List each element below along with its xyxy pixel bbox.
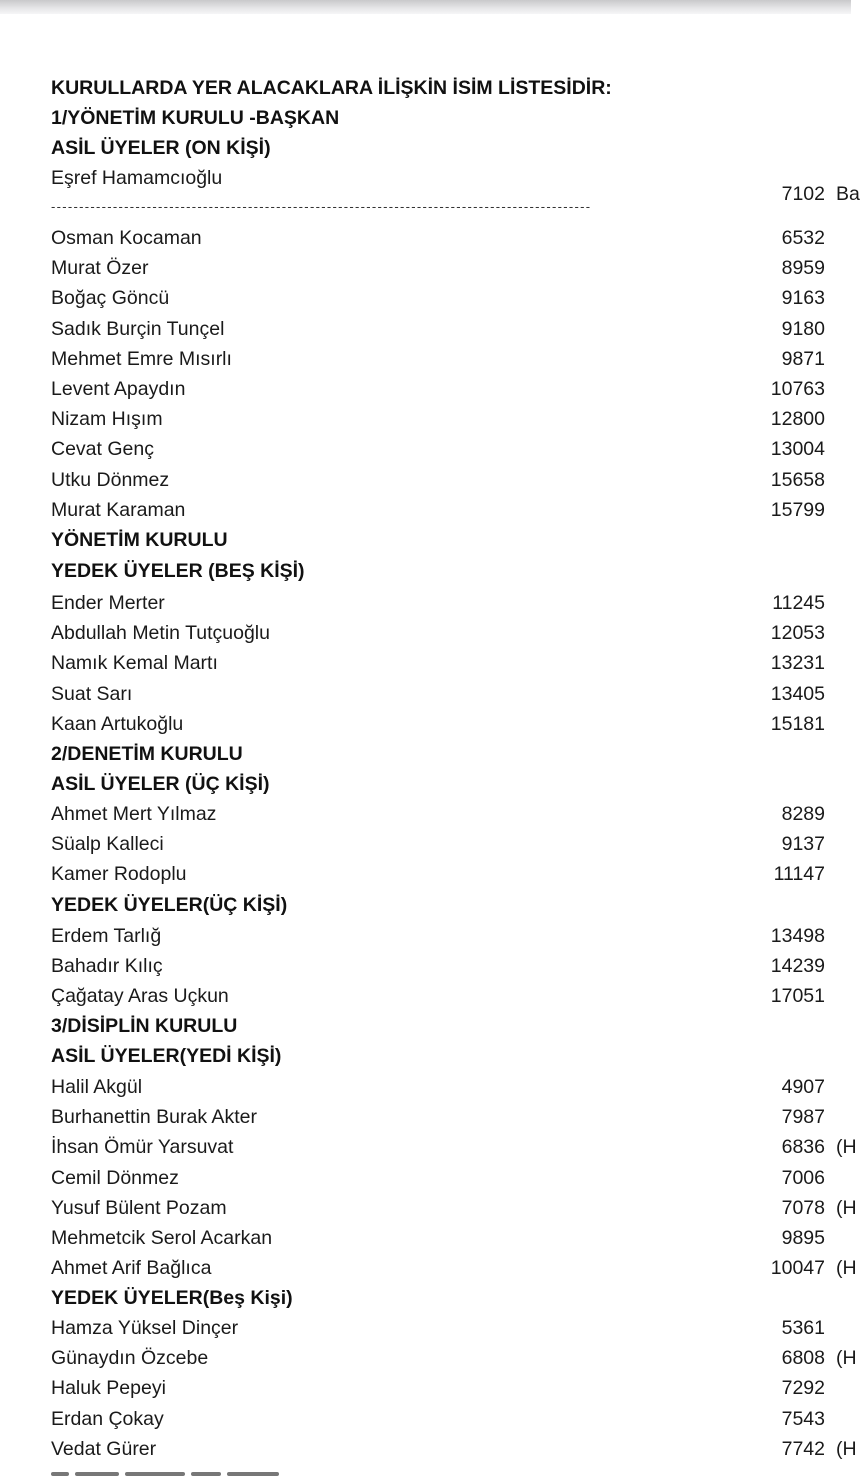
member-name: Vedat Gürer — [51, 1437, 157, 1460]
member-name: Yusuf Bülent Pozam — [51, 1196, 227, 1219]
member-row — [51, 1193, 857, 1223]
member-name: Namık Kemal Martı — [51, 652, 218, 675]
member-row — [51, 223, 851, 253]
member-row — [51, 951, 851, 981]
president-suffix: Ba — [836, 183, 860, 205]
member-number: 14239 — [770, 955, 825, 978]
president-number: 7102 — [781, 183, 825, 205]
section-heading-denetim — [51, 739, 851, 769]
member-row — [51, 314, 851, 344]
member-row — [51, 921, 851, 951]
member-name: Süalp Kalleci — [51, 833, 164, 856]
member-row — [51, 829, 851, 859]
member-number: 17051 — [770, 985, 825, 1008]
member-row — [51, 859, 851, 889]
section-heading-disiplin — [51, 1011, 851, 1041]
member-number: 10047 — [770, 1257, 825, 1280]
member-name: Hamza Yüksel Dinçer — [51, 1317, 239, 1339]
member-row — [51, 648, 851, 678]
member-number: 15181 — [770, 712, 825, 735]
member-number: 4907 — [781, 1076, 825, 1098]
member-row — [51, 1253, 857, 1283]
member-number: 7987 — [781, 1106, 825, 1129]
member-name: Suat Sarı — [51, 682, 133, 705]
member-row — [51, 344, 851, 374]
member-row — [51, 1434, 857, 1464]
member-name: Günaydın Özcebe — [51, 1347, 209, 1370]
member-name: Murat Karaman — [51, 498, 186, 521]
member-number: 9163 — [781, 287, 825, 310]
member-row — [51, 1404, 851, 1434]
member-row — [51, 1072, 851, 1102]
member-name: Ahmet Arif Bağlıca — [51, 1257, 212, 1280]
member-row — [51, 1373, 851, 1403]
member-name: Kaan Artukoğlu — [51, 712, 184, 735]
member-number: 6532 — [781, 227, 825, 249]
section-heading-text: YÖNETİM KURULU — [51, 529, 228, 551]
member-name: Osman Kocaman — [51, 227, 202, 249]
member-name: Sadık Burçin Tunçel — [51, 317, 225, 340]
member-number: 9895 — [781, 1227, 825, 1249]
member-name: Utku Dönmez — [51, 468, 170, 491]
member-name: Nizam Hışım — [51, 408, 163, 431]
member-name: Erdan Çokay — [51, 1407, 164, 1430]
member-row — [51, 981, 851, 1011]
member-name: Boğaç Göncü — [51, 287, 170, 310]
member-name: Burhanettin Burak Akter — [51, 1106, 257, 1129]
member-suffix: (H — [836, 1257, 857, 1280]
subheading-denetim-asil — [51, 769, 851, 799]
member-name: Mehmetcik Serol Acarkan — [51, 1227, 273, 1249]
member-row — [51, 1223, 851, 1253]
member-row — [51, 799, 851, 829]
section-heading-text: 3/DİSİPLİN KURULU — [51, 1015, 238, 1037]
section-heading-yonetim — [51, 103, 851, 133]
dashed-separator: ------------------------------------------------------------------------------------------------ — [51, 199, 592, 214]
member-suffix: (H — [836, 1347, 857, 1370]
member-row — [51, 1132, 857, 1162]
subheading-text: ASİL ÜYELER (ON KİŞİ) — [51, 137, 271, 159]
member-name: İhsan Ömür Yarsuvat — [51, 1136, 234, 1159]
member-number: 7742 — [781, 1437, 825, 1460]
subheading-denetim-yedek — [51, 890, 851, 920]
member-name: Murat Özer — [51, 257, 149, 280]
member-number: 11147 — [773, 863, 825, 886]
president-name: Eşref Hamamcıoğlu — [51, 167, 223, 189]
member-name: Levent Apaydın — [51, 378, 186, 400]
member-row — [51, 709, 851, 739]
member-row — [51, 618, 851, 648]
subheading-text: ASİL ÜYELER(YEDİ KİŞİ) — [51, 1045, 282, 1067]
member-suffix: (H — [836, 1196, 857, 1219]
subheading-yonetim-asil — [51, 133, 851, 163]
section-heading-text: 1/YÖNETİM KURULU -BAŞKAN — [51, 107, 340, 129]
member-name: Erdem Tarlığ — [51, 925, 162, 947]
member-name: Cevat Genç — [51, 438, 154, 461]
member-number: 5361 — [781, 1317, 825, 1339]
member-name: Cemil Dönmez — [51, 1166, 179, 1189]
member-number: 6808 — [781, 1347, 825, 1370]
member-row — [51, 1163, 851, 1193]
member-number: 15799 — [770, 498, 825, 521]
member-row — [51, 679, 851, 709]
subheading-text: YEDEK ÜYELER(Beş Kişi) — [51, 1287, 293, 1309]
member-number: 8289 — [781, 803, 825, 825]
member-row — [51, 374, 851, 404]
member-row — [51, 495, 851, 525]
subheading-text: ASİL ÜYELER (ÜÇ KİŞİ) — [51, 773, 270, 795]
member-number: 8959 — [781, 257, 825, 280]
subheading-text: YEDEK ÜYELER (BEŞ KİŞİ) — [51, 560, 305, 582]
member-row — [51, 1313, 851, 1343]
member-name: Kamer Rodoplu — [51, 863, 187, 886]
subheading-disiplin-yedek — [51, 1283, 851, 1313]
member-row — [51, 404, 851, 434]
member-name: Haluk Pepeyi — [51, 1377, 166, 1400]
member-number: 7292 — [781, 1377, 825, 1400]
subheading-yonetim-yedek — [51, 556, 851, 586]
member-number: 11245 — [772, 592, 825, 614]
member-suffix: (H — [836, 1136, 857, 1159]
member-number: 15658 — [770, 468, 825, 491]
subheading-text: YEDEK ÜYELER(ÜÇ KİŞİ) — [51, 894, 288, 916]
member-number: 7006 — [781, 1166, 825, 1189]
subheading-disiplin-asil — [51, 1041, 851, 1071]
member-number: 10763 — [770, 378, 825, 400]
member-number: 12800 — [770, 408, 825, 431]
member-row — [51, 1343, 857, 1373]
member-number: 12053 — [770, 622, 825, 645]
member-row — [51, 283, 851, 313]
member-number: 9871 — [781, 347, 825, 370]
document-title — [51, 73, 851, 103]
member-row — [51, 588, 851, 618]
member-row — [51, 253, 851, 283]
member-number: 13498 — [770, 925, 825, 947]
member-name: Ahmet Mert Yılmaz — [51, 803, 217, 825]
member-name: Abdullah Metin Tutçuoğlu — [51, 622, 270, 645]
member-row — [51, 434, 851, 464]
member-number: 9180 — [781, 317, 825, 340]
member-row — [51, 465, 851, 495]
member-number: 13004 — [770, 438, 825, 461]
member-suffix: (H — [836, 1437, 857, 1460]
section-heading-text: 2/DENETİM KURULU — [51, 743, 243, 765]
member-number: 6836 — [781, 1136, 825, 1159]
member-number: 7078 — [781, 1196, 825, 1219]
member-row — [51, 1102, 851, 1132]
member-name: Halil Akgül — [51, 1076, 143, 1098]
member-name: Bahadır Kılıç — [51, 955, 163, 978]
member-number: 13231 — [770, 652, 825, 675]
section-heading-yonetim-2 — [51, 525, 851, 555]
member-name: Ender Merter — [51, 592, 165, 614]
member-number: 13405 — [770, 682, 825, 705]
cropped-next-line — [51, 1463, 311, 1471]
member-name: Mehmet Emre Mısırlı — [51, 347, 232, 370]
member-name: Çağatay Aras Uçkun — [51, 985, 229, 1008]
document-title-text: KURULLARDA YER ALACAKLARA İLİŞKİN İSİM LİSTESİDİR: — [51, 77, 612, 99]
member-number: 7543 — [781, 1407, 825, 1430]
member-number: 9137 — [781, 833, 825, 856]
